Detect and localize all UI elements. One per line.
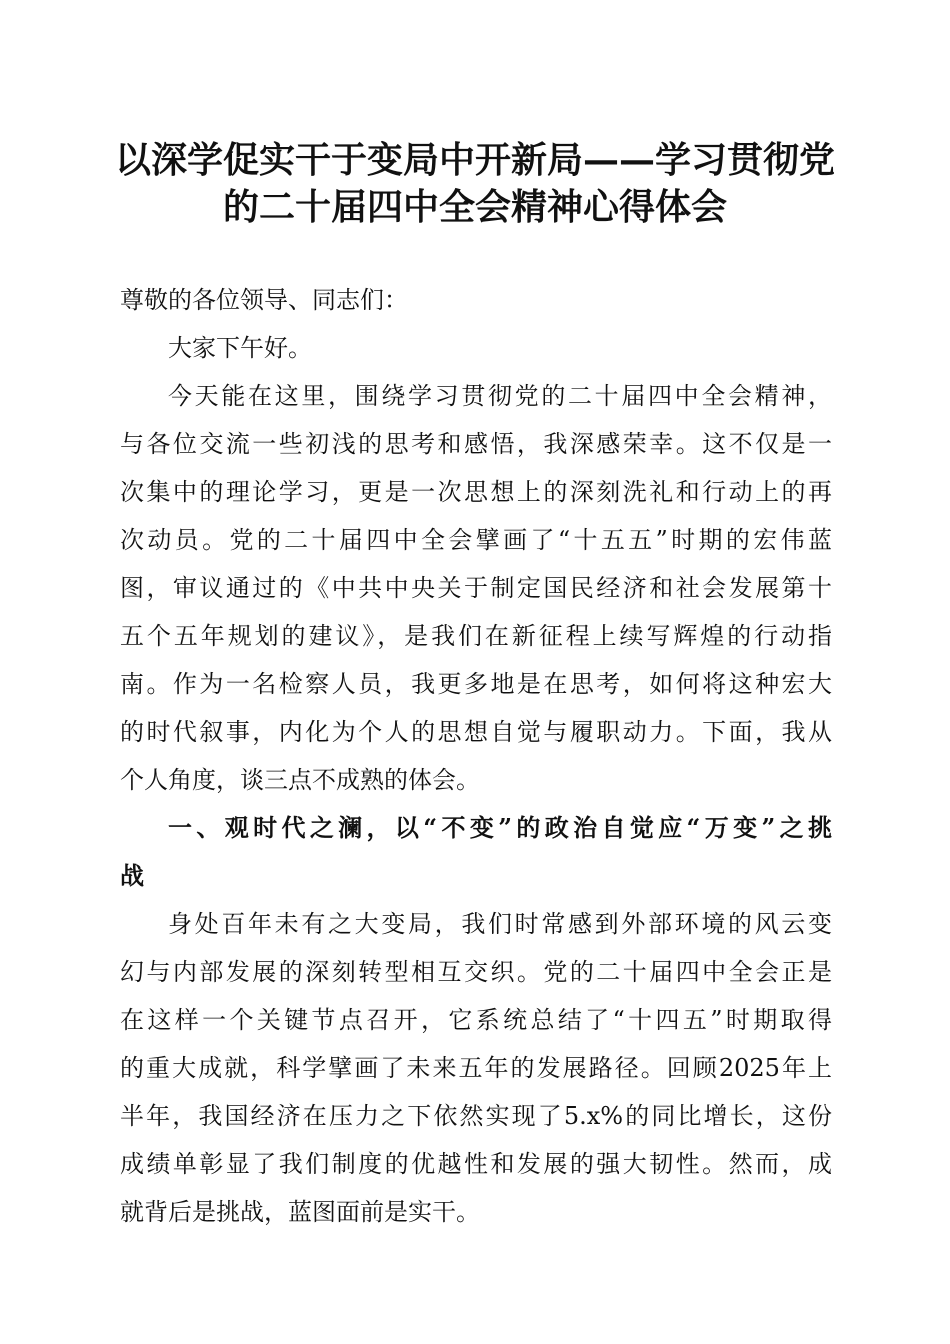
section-heading-1-line-1: 一、观时代之澜，以“不变”的政治自觉应“万变”之挑 [168, 813, 832, 842]
paragraph-1-line-3: 次集中的理论学习，更是一次思想上的深刻洗礼和行动上的再 [120, 478, 832, 506]
paragraph-2-line-2: 幻与内部发展的深刻转型相互交织。党的二十届四中全会正是 [120, 958, 832, 986]
paragraph-2-line-4: 的重大成就，科学擘画了未来五年的发展路径。回顾2025年上 [120, 1054, 832, 1082]
paragraph-1-line-4: 次动员。党的二十届四中全会擘画了“十五五”时期的宏伟蓝 [120, 526, 832, 554]
paragraph-1-line-5: 图，审议通过的《中共中央关于制定国民经济和社会发展第十 [120, 574, 832, 602]
paragraph-1-line-2: 与各位交流一些初浅的思考和感悟，我深感荣幸。这不仅是一 [120, 430, 832, 458]
greeting: 尊敬的各位领导、同志们： [120, 286, 408, 314]
paragraph-2-line-7: 就背后是挑战，蓝图面前是实干。 [120, 1198, 480, 1226]
paragraph-2-line-6: 成绩单彰显了我们制度的优越性和发展的强大韧性。然而，成 [120, 1150, 832, 1178]
document-title-line-1: 以深学促实干于变局中开新局——学习贯彻党 [114, 139, 835, 181]
paragraph-1-line-9: 个人角度，谈三点不成熟的体会。 [120, 766, 480, 794]
paragraph-1-line-1: 今天能在这里，围绕学习贯彻党的二十届四中全会精神， [168, 382, 832, 410]
paragraph-1-line-6: 五个五年规划的建议》，是我们在新征程上续写辉煌的行动指 [120, 622, 832, 650]
paragraph-2-line-3: 在这样一个关键节点召开，它系统总结了“十四五”时期取得 [120, 1006, 832, 1034]
paragraph-1-line-8: 的时代叙事，内化为个人的思想自觉与履职动力。下面，我从 [120, 718, 832, 746]
section-heading-1-line-2: 战 [120, 861, 144, 890]
paragraph-1-line-7: 南。作为一名检察人员，我更多地是在思考，如何将这种宏大 [120, 670, 832, 698]
paragraph-2-line-1: 身处百年未有之大变局，我们时常感到外部环境的风云变 [168, 910, 832, 938]
document-title-line-2: 的二十届四中全会精神心得体会 [222, 186, 727, 228]
opening-line: 大家下午好。 [168, 334, 312, 362]
paragraph-2-line-5: 半年，我国经济在压力之下依然实现了5.x%的同比增长，这份 [120, 1102, 832, 1130]
